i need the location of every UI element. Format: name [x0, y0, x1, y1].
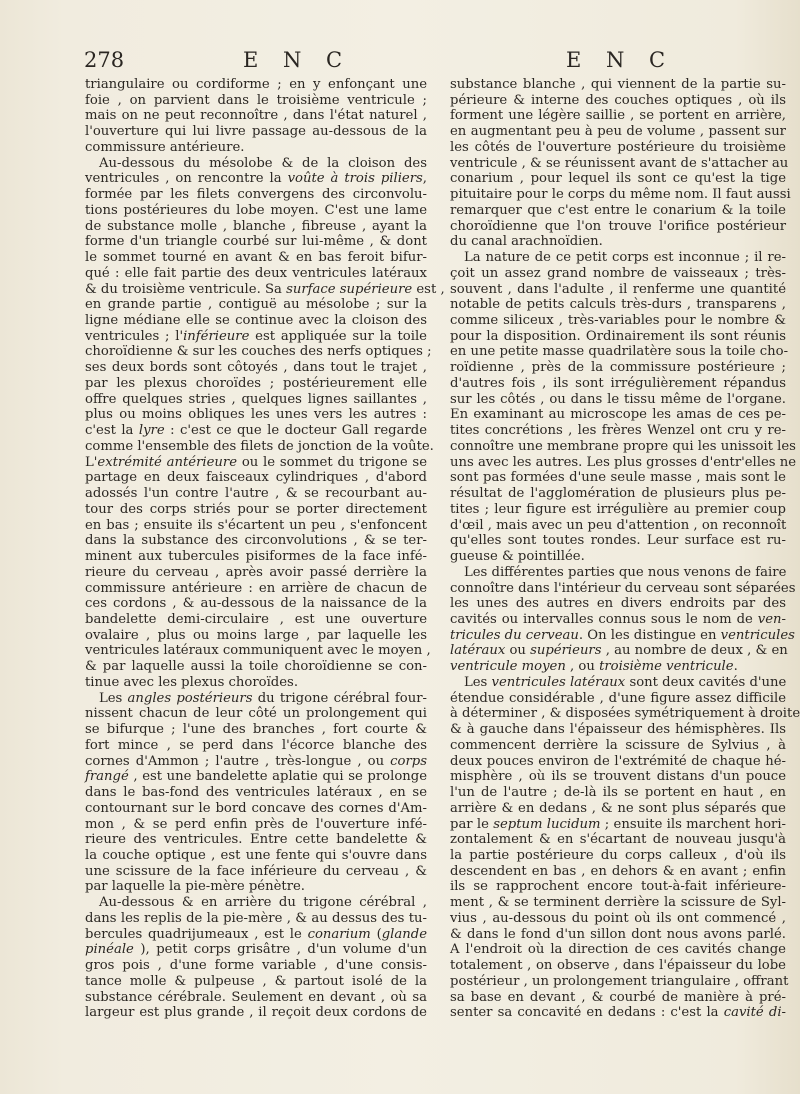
- text-line: tance molle & pulpeuse , & partout isolé de la: [85, 973, 427, 989]
- text-line: pituitaire pour le corps du même nom. Il faut aussi: [450, 187, 791, 203]
- text-line: comme siliceux , très-variables pour le nombre &: [450, 313, 786, 329]
- text-line: à déterminer , & disposées symétriquement à droite: [450, 706, 800, 722]
- text-line: En examinant au microscope les amas de ces pe-: [450, 407, 786, 423]
- running-head-right: E N C: [566, 48, 675, 72]
- text-line: commissure antérieure.: [85, 139, 245, 155]
- text-line: & à gauche dans l'épaisseur des hémisphères. Ils: [450, 722, 786, 738]
- text-line: dans les replis de la pie-mère , & au dessus des tu-: [85, 910, 427, 926]
- text-line: en bas ; ensuite ils s'écartent un peu , s'enfoncent: [85, 517, 427, 533]
- text-line: en augmentant peu à peu de volume , passent sur: [450, 124, 786, 140]
- text-line: la couche optique , est une fente qui s'ouvre dans: [85, 847, 427, 863]
- text-line: d'œil , mais avec un peu d'attention , on reconnoît: [450, 517, 787, 533]
- text-line: ventricules , on rencontre la voûte à trois piliers,: [85, 171, 427, 187]
- text-line: Les ventricules latéraux sont deux cavités d'une: [464, 674, 787, 690]
- text-line: les côtés de l'ouverture postérieure du troisième: [450, 139, 786, 155]
- text-line: mais on ne peut reconnoître , dans l'état naturel ,: [85, 108, 427, 124]
- text-line: tour des corps striés pour se porter directement: [85, 501, 427, 517]
- text-line: par le septum lucidum ; ensuite ils marchent hori-: [450, 816, 786, 832]
- text-line: fort mince , se perd dans l'écorce blanche des: [85, 737, 427, 753]
- text-line: substance cérébrale. Seulement en devant , où sa: [85, 989, 427, 1005]
- text-line: deux pouces environ de l'extrémité de chaque hé-: [450, 753, 786, 769]
- text-line: du canal arachnoïdien.: [450, 234, 603, 250]
- text-line: en grande partie , contiguë au mésolobe ; sur la: [85, 297, 427, 313]
- running-header: [0, 48, 800, 78]
- text-line: pinéale ), petit corps grisâtre , d'un volume d'un: [85, 942, 427, 958]
- text-line: & dans le fond d'un sillon dont nous avons parlé.: [450, 926, 786, 942]
- text-line: partage en deux faisceaux cylindriques , d'abord: [85, 470, 427, 486]
- text-line: & par laquelle aussi la toile choroïdienne se con-: [85, 659, 427, 675]
- text-line: totalement , on observe , dans l'épaisseur du lobe: [450, 958, 786, 974]
- text-line: contournant sur le bord concave des cornes d'Am-: [85, 800, 427, 816]
- text-line: minent aux tubercules pisiformes de la face infé-: [85, 549, 427, 565]
- text-line: ovalaire , plus ou moins large , par laquelle les: [85, 627, 427, 643]
- text-line: latéraux ou supérieurs , au nombre de deux , & en: [450, 643, 788, 659]
- text-line: gueuse & pointillée.: [450, 549, 585, 565]
- text-line: la partie postérieure du corps calleux , d'où ils: [450, 847, 786, 863]
- text-line: uns avec les autres. Les plus grosses d'entr'elles ne: [450, 454, 797, 470]
- text-line: descendent en bas , en dehors & en avant ; enfin: [450, 863, 786, 879]
- text-line: substance blanche , qui viennent de la partie su-: [450, 77, 786, 92]
- text-line: frangé , est une bandelette aplatie qui se prolonge: [85, 769, 427, 785]
- text-line: les unes des autres en divers endroits par des: [450, 596, 786, 612]
- text-line: plus ou moins obliques les unes vers les autres :: [85, 407, 427, 423]
- text-line: choroïdienne & sur les couches des nerfs optiques ;: [85, 344, 432, 360]
- text-line: de substance molle , blanche , fibreuse , ayant la: [85, 218, 427, 234]
- text-line: formée par les filets convergens des circonvolu-: [85, 187, 427, 203]
- text-line: d'autres fois , ils sont irrégulièrement répandus: [450, 375, 786, 391]
- text-line: mon , & se perd enfin près de l'ouverture infé-: [85, 816, 427, 832]
- text-line: tricules du cerveau. On les distingue en ventricules: [450, 627, 795, 643]
- text-line: forme d'un triangle courbé sur lui-même , & dont: [85, 234, 427, 250]
- text-line: ils se rapprochent encore tout-à-fait inférieure-: [450, 879, 786, 895]
- text-line: qu'elles sont toutes rondes. Leur surface est ru-: [450, 533, 786, 549]
- text-line: notable de petits calculs très-durs , transparens ,: [450, 297, 786, 313]
- text-line: étendue considérable , d'une figure assez difficile: [450, 690, 786, 706]
- text-line: foie , on parvient dans le troisième ventricule ;: [85, 92, 427, 108]
- text-line: se bifurque ; l'une des branches , fort courte &: [85, 722, 427, 738]
- text-line: ses deux bords sont côtoyés , dans tout le trajet ,: [85, 360, 427, 376]
- text-line: ventricule moyen , ou troisième ventricule.: [450, 659, 738, 675]
- text-line: Les différentes parties que nous venons de faire: [464, 564, 787, 580]
- text-line: arrière & en dedans , & ne sont plus séparés que: [450, 800, 786, 816]
- text-line: souvent , dans l'adulte , il renferme une quantité: [450, 281, 786, 297]
- left-text-column: [85, 77, 445, 1021]
- text-line: connoître une membrane propre qui les unissoit les: [450, 438, 796, 454]
- text-line: choroïdienne que l'on trouve l'orifice postérieur: [450, 218, 786, 234]
- text-line: dans le bas-fond des ventricules latéraux , en se: [85, 785, 427, 801]
- text-line: commencent derrière la scissure de Sylvius , à: [450, 737, 786, 753]
- text-line: périeure & interne des couches optiques , où ils: [450, 92, 786, 108]
- text-line: le sommet tourné en avant & en bas feroit bifur-: [85, 250, 427, 266]
- running-head-left: E N C: [243, 48, 352, 72]
- text-line: par les plexus choroïdes ; postérieurement elle: [85, 375, 427, 391]
- text-line: Au-dessous du mésolobe & de la cloison des: [99, 155, 427, 171]
- right-text-column: [450, 77, 800, 1021]
- text-line: senter sa concavité en dedans : c'est la cavité di-: [450, 1005, 786, 1021]
- text-line: rieure des ventricules. Entre cette bandelette &: [85, 832, 427, 848]
- text-line: La nature de ce petit corps est inconnue ; il re-: [464, 250, 786, 266]
- text-line: L'extrémité antérieure ou le sommet du trigone se: [85, 454, 428, 470]
- text-line: remarquer que c'est entre le conarium & la toile: [450, 202, 786, 218]
- text-line: offre quelques stries , quelques lignes saillantes ,: [85, 391, 427, 407]
- text-line: nissent chacun de leur côté un prolongement qui: [85, 706, 427, 722]
- text-line: gros pois , d'une forme variable , d'une consis-: [85, 958, 427, 974]
- text-line: sur les côtés , ou dans le tissu même de l'organe.: [450, 391, 786, 407]
- text-line: ventricules ; l'inférieure est appliquée sur la toile: [85, 328, 427, 344]
- text-line: adossés l'un contre l'autre , & se recourbant au-: [85, 486, 427, 502]
- text-line: largeur est plus grande , il reçoit deux cordons de: [85, 1005, 427, 1021]
- text-line: bandelette demi-circulaire , est une ouverture: [85, 611, 427, 627]
- text-line: postérieur , un prolongement triangulaire , offrant: [450, 973, 789, 989]
- text-line: roïdienne , près de la commissure postérieure ;: [450, 360, 786, 376]
- text-line: & du troisième ventricule. Sa surface supérieure est ,: [85, 281, 445, 297]
- text-line: ces cordons , & au-dessous de la naissance de la: [85, 596, 427, 612]
- text-line: conarium , pour lequel ils sont ce qu'est la tige: [450, 171, 786, 187]
- text-line: sont pas formées d'une seule masse , mais sont le: [450, 470, 786, 486]
- text-line: cavités ou intervalles connus sous le nom de ven-: [450, 611, 786, 627]
- text-line: une scissure de la face inférieure du cerveau , &: [85, 863, 427, 879]
- text-line: misphère , où ils se trouvent distans d'un pouce: [450, 769, 786, 785]
- text-line: ligne médiane elle se continue avec la cloison des: [85, 313, 427, 329]
- text-line: zontalement & en s'écartant de nouveau jusqu'à: [450, 832, 786, 848]
- text-line: tions postérieures du lobe moyen. C'est une lame: [85, 202, 427, 218]
- text-line: tites concrétions , les frères Wenzel ont cru y re-: [450, 423, 786, 439]
- text-line: Au-dessous & en arrière du trigone cérébral ,: [99, 895, 427, 911]
- text-line: en une petite masse quadrilatère sous la toile cho-: [450, 344, 789, 360]
- page-number: 278: [84, 48, 125, 72]
- text-line: A l'endroit où la direction de ces cavités change: [450, 942, 786, 958]
- text-line: çoit un assez grand nombre de vaisseaux ; très-: [450, 265, 786, 281]
- text-line: tites ; leur figure est irrégulière au premier coup: [450, 501, 786, 517]
- text-line: dans la substance des circonvolutions , & se ter-: [85, 533, 427, 549]
- text-line: comme l'ensemble des filets de jonction de la voûte.: [85, 438, 434, 454]
- text-line: tinue avec les plexus choroïdes.: [85, 674, 299, 690]
- text-line: c'est la lyre : c'est ce que le docteur Gall regarde: [85, 423, 427, 439]
- text-line: triangulaire ou cordiforme ; en y enfonçant une: [85, 77, 427, 92]
- text-line: ventricules latéraux communiquent avec le moyen ,: [85, 643, 431, 659]
- text-line: Les angles postérieurs du trigone cérébral four-: [99, 690, 427, 706]
- text-line: l'un de l'autre ; de-là ils se portent en haut , en: [450, 785, 786, 801]
- text-line: pour la disposition. Ordinairement ils sont réunis: [450, 328, 786, 344]
- text-line: ment , & se terminent derrière la scissure de Syl-: [450, 895, 786, 911]
- text-line: vius , au-dessous du point où ils ont commencé ,: [450, 910, 786, 926]
- text-line: par laquelle la pie-mère pénètre.: [85, 879, 305, 895]
- text-line: forment une légère saillie , se portent en arrière,: [450, 108, 786, 124]
- text-line: bercules quadrijumeaux , est le conarium (glande: [85, 926, 427, 942]
- text-line: l'ouverture qui lui livre passage au-dessous de la: [85, 124, 427, 140]
- text-line: commissure antérieure : en arrière de chacun de: [85, 580, 427, 596]
- text-line: qué : elle fait partie des deux ventricules latéraux: [85, 265, 427, 281]
- text-line: cornes d'Ammon ; l'autre , très-longue , ou corps: [85, 753, 427, 769]
- text-line: ventricule , & se réunissent avant de s'attacher au: [450, 155, 789, 171]
- text-line: résultat de l'agglomération de plusieurs plus pe-: [450, 486, 786, 502]
- text-line: rieure du cerveau , après avoir passé derrière la: [85, 564, 427, 580]
- text-line: connoître dans l'intérieur du cerveau sont séparées: [450, 580, 796, 596]
- text-line: sa base en devant , & courbé de manière à pré-: [450, 989, 786, 1005]
